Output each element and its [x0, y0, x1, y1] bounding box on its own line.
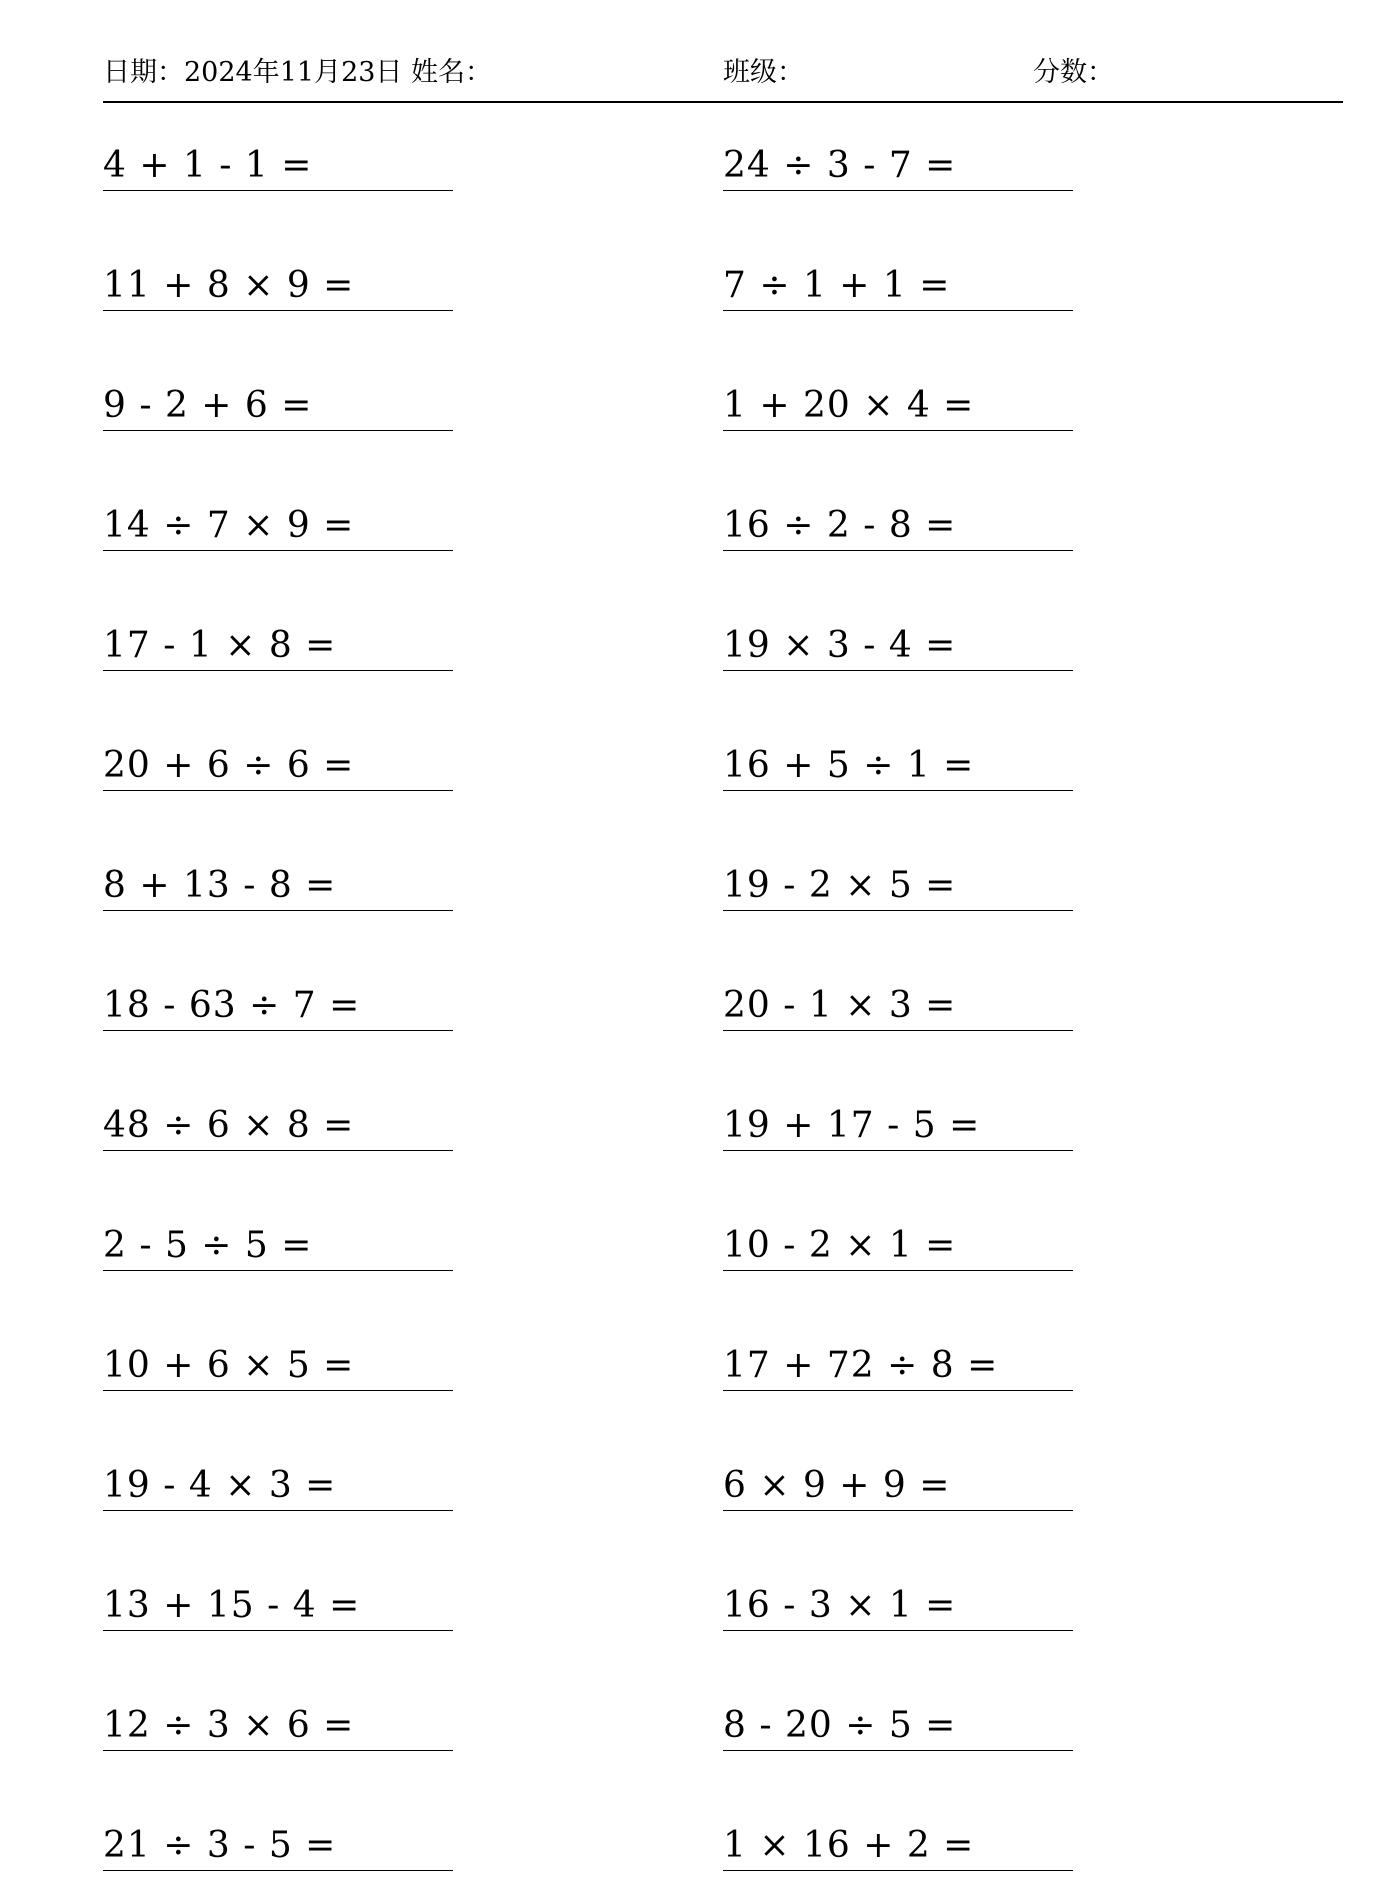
- problem-expression: 21 ÷ 3 - 5 =: [103, 1825, 337, 1866]
- problem-expression: 12 ÷ 3 × 6 =: [103, 1705, 355, 1746]
- header-divider: [103, 101, 1343, 103]
- problem-expression: 6 × 9 + 9 =: [723, 1465, 951, 1506]
- problem-expression: 48 ÷ 6 × 8 =: [103, 1105, 355, 1146]
- problem-expression: 9 - 2 + 6 =: [103, 385, 313, 426]
- problem-row[interactable]: [723, 618, 1073, 671]
- problem-row[interactable]: [103, 738, 453, 791]
- problem-expression: 2 - 5 ÷ 5 =: [103, 1225, 313, 1266]
- problem-expression: 19 - 2 × 5 =: [723, 865, 957, 906]
- worksheet-header: [103, 50, 1343, 90]
- problem-row[interactable]: [103, 498, 453, 551]
- problem-row[interactable]: [723, 1218, 1073, 1271]
- problem-row[interactable]: [723, 858, 1073, 911]
- problem-expression: 24 ÷ 3 - 7 =: [723, 145, 957, 186]
- problem-row[interactable]: [723, 1098, 1073, 1151]
- problem-expression: 18 - 63 ÷ 7 =: [103, 985, 361, 1026]
- problem-row[interactable]: [103, 258, 453, 311]
- problem-expression: 17 + 72 ÷ 8 =: [723, 1345, 999, 1386]
- problem-expression: 19 - 4 × 3 =: [103, 1465, 337, 1506]
- class-field: 班级：: [723, 57, 804, 88]
- problem-row[interactable]: [723, 498, 1073, 551]
- problem-expression: 19 × 3 - 4 =: [723, 625, 957, 666]
- problem-expression: 14 ÷ 7 × 9 =: [103, 505, 355, 546]
- problem-row[interactable]: [723, 1698, 1073, 1751]
- problem-row[interactable]: [103, 978, 453, 1031]
- problem-expression: 16 ÷ 2 - 8 =: [723, 505, 957, 546]
- problem-expression: 17 - 1 × 8 =: [103, 625, 337, 666]
- problem-row[interactable]: [723, 1578, 1073, 1631]
- problem-expression: 4 + 1 - 1 =: [103, 145, 313, 186]
- problem-expression: 11 + 8 × 9 =: [103, 265, 355, 306]
- problem-row[interactable]: [103, 1578, 453, 1631]
- problem-expression: 20 + 6 ÷ 6 =: [103, 745, 355, 786]
- problem-expression: 13 + 15 - 4 =: [103, 1585, 361, 1626]
- problem-expression: 10 - 2 × 1 =: [723, 1225, 957, 1266]
- problem-row[interactable]: [723, 378, 1073, 431]
- problem-expression: 8 - 20 ÷ 5 =: [723, 1705, 957, 1746]
- problem-row[interactable]: [103, 858, 453, 911]
- problem-expression: 1 + 20 × 4 =: [723, 385, 975, 426]
- problem-row[interactable]: [723, 1458, 1073, 1511]
- problem-row[interactable]: [103, 1818, 453, 1871]
- problem-row[interactable]: [103, 378, 453, 431]
- problem-row[interactable]: [103, 618, 453, 671]
- problem-row[interactable]: [723, 258, 1073, 311]
- problem-row[interactable]: [723, 138, 1073, 191]
- problem-expression: 20 - 1 × 3 =: [723, 985, 957, 1026]
- problem-expression: 7 ÷ 1 + 1 =: [723, 265, 951, 306]
- problem-row[interactable]: [103, 1218, 453, 1271]
- problem-expression: 1 × 16 + 2 =: [723, 1825, 975, 1866]
- problem-row[interactable]: [103, 1338, 453, 1391]
- problem-expression: 10 + 6 × 5 =: [103, 1345, 355, 1386]
- problem-row[interactable]: [103, 1698, 453, 1751]
- problem-expression: 16 - 3 × 1 =: [723, 1585, 957, 1626]
- problem-row[interactable]: [723, 738, 1073, 791]
- problem-expression: 16 + 5 ÷ 1 =: [723, 745, 975, 786]
- problem-row[interactable]: [103, 138, 453, 191]
- problem-expression: 19 + 17 - 5 =: [723, 1105, 981, 1146]
- problem-row[interactable]: [103, 1098, 453, 1151]
- problem-expression: 8 + 13 - 8 =: [103, 865, 337, 906]
- date-name-field: 日期：2024年11月23日 姓名：: [103, 57, 493, 88]
- problem-row[interactable]: [723, 978, 1073, 1031]
- problem-row[interactable]: [723, 1338, 1073, 1391]
- score-field: 分数：: [1033, 57, 1114, 88]
- problem-row[interactable]: [723, 1818, 1073, 1871]
- problem-row[interactable]: [103, 1458, 453, 1511]
